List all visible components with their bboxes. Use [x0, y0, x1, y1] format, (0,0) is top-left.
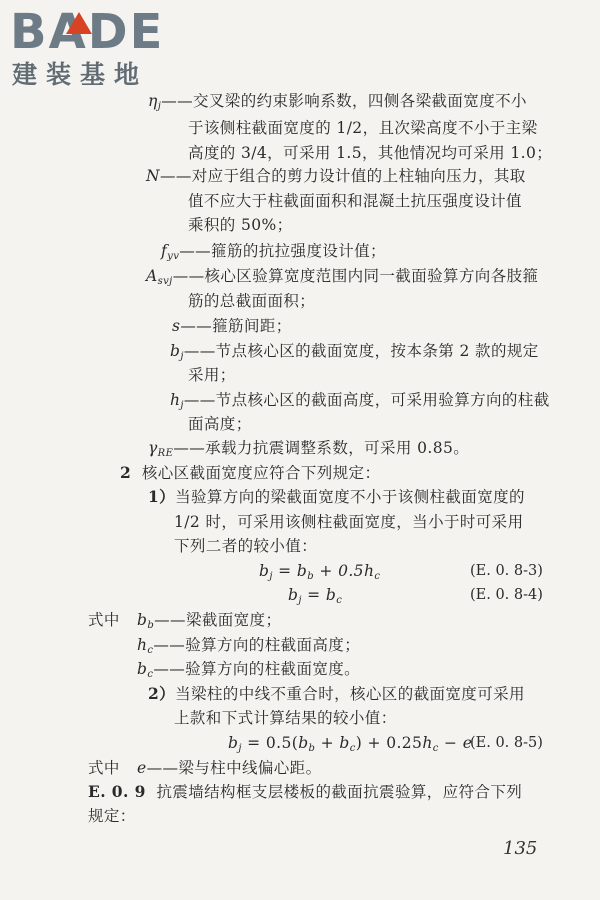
eq-op: +	[315, 734, 340, 752]
item-1	[148, 487, 525, 507]
def-text: ——梁截面宽度；	[154, 611, 282, 629]
eq-b: b	[298, 734, 309, 752]
def-h-c	[137, 635, 360, 661]
def-continuation: 值不应大于柱截面面积和混凝土抗压强度设计值	[188, 192, 522, 210]
symbol-b: b	[170, 342, 181, 360]
item-number: 2）	[148, 684, 176, 703]
equation-number: (E. 0. 8-5)	[470, 735, 543, 751]
eq-b: b	[325, 586, 337, 604]
item-text: 当验算方向的梁截面宽度不小于该侧柱截面宽度的	[175, 488, 525, 506]
eq-b: b	[339, 734, 350, 752]
equation-E-0-8-3: $b_j = b_b + 0.5h_c$	[259, 562, 381, 582]
clause-continuation: 规定：	[88, 807, 136, 825]
def-text: ——箍筋间距；	[180, 317, 292, 335]
eq-h: h	[422, 734, 433, 752]
logo-accent-triangle-icon	[66, 12, 92, 34]
eq-sub-c: c	[349, 743, 356, 754]
subscript-yv: yv	[167, 251, 180, 262]
subscript-c: c	[147, 669, 154, 680]
def-text: ——节点核心区的截面高度，可采用验算方向的柱截	[183, 391, 550, 409]
logo-subtitle: 建装基地	[12, 60, 149, 89]
def-gamma-RE	[148, 438, 469, 464]
eq-op: −	[438, 734, 463, 752]
eq-sub-b: b	[307, 571, 315, 582]
symbol-e: e	[137, 759, 147, 777]
symbol-N: N	[146, 167, 160, 185]
eq-sub-j: j	[238, 743, 242, 754]
def-continuation: 于该侧柱截面宽度的 1/2，且次梁高度不小于主梁	[188, 119, 538, 137]
symbol-h: h	[137, 636, 148, 654]
def-text: ——梁与柱中线偏心距。	[146, 759, 322, 777]
clause-text: 核心区截面宽度应符合下列规定：	[141, 464, 381, 482]
item-continuation: 1/2 时，可采用该侧柱截面宽度，当小于时可采用	[174, 513, 524, 531]
def-text: ——节点核心区的截面宽度，按本条第 2 款的规定	[183, 342, 539, 360]
eq-sub-j: j	[298, 595, 302, 606]
def-b-j	[170, 341, 539, 367]
eq-b: b	[288, 586, 299, 604]
def-text: ——对应于组合的剪力设计值的上柱轴向压力，其取	[159, 167, 526, 185]
clause-number: 2	[120, 463, 132, 482]
subscript-j: j	[180, 351, 184, 362]
eq-b: b	[259, 562, 270, 580]
item-continuation: 下列二者的较小值：	[174, 537, 318, 555]
eq-sub-c: c	[374, 571, 381, 582]
def-b-b	[137, 610, 281, 636]
subscript-c: c	[147, 645, 154, 656]
equation-number: (E. 0. 8-3)	[470, 563, 543, 579]
def-s	[172, 316, 292, 336]
def-continuation: 筋的总截面面积；	[188, 292, 316, 310]
eq-b: b	[228, 734, 239, 752]
def-f-yv	[161, 241, 386, 267]
def-continuation: 面高度；	[188, 415, 252, 433]
item-continuation: 上款和下式计算结果的较小值：	[174, 709, 397, 727]
subscript-j: j	[180, 400, 184, 411]
clause-text: 抗震墙结构框支层楼板的截面抗震验算，应符合下列	[156, 783, 523, 801]
symbol-s: s	[172, 317, 181, 335]
clause-E-0-9	[88, 782, 522, 802]
eq-sub-c: c	[432, 743, 439, 754]
symbol-b: b	[137, 660, 148, 678]
subscript-b: b	[147, 620, 155, 631]
def-e	[137, 758, 321, 778]
def-b-c	[137, 659, 360, 685]
where-label: 式中	[88, 611, 120, 629]
def-eta-j	[148, 91, 527, 117]
equation-E-0-8-4: $b_j = b_c$	[288, 586, 343, 606]
equation-number: (E. 0. 8-4)	[470, 587, 543, 603]
page-number: 135	[503, 838, 538, 859]
symbol-A: A	[146, 267, 158, 285]
def-text: ——箍筋的抗拉强度设计值；	[179, 242, 386, 260]
def-continuation: 高度的 3/4，可采用 1.5，其他情况均可采用 1.0；	[188, 144, 553, 162]
def-text: ——承载力抗震调整系数，可采用 0.85。	[173, 439, 470, 457]
bade-logo	[10, 4, 180, 94]
subscript-j: j	[157, 101, 162, 112]
eq-sub-j: j	[269, 571, 273, 582]
item-number: 1）	[148, 487, 176, 506]
def-N	[146, 166, 526, 186]
equation-E-0-8-5	[228, 733, 472, 759]
def-continuation: 采用；	[188, 366, 236, 384]
eq-op: = 0.5(	[241, 734, 299, 752]
symbol-f: f	[161, 242, 168, 260]
subscript-svj: svj	[157, 276, 173, 287]
def-text: ——验算方向的柱截面宽度。	[153, 660, 361, 678]
def-text: ——交叉梁的约束影响系数，四侧各梁截面宽度不小	[161, 92, 527, 110]
symbol-b: b	[137, 611, 148, 629]
def-h-j	[170, 390, 550, 416]
symbol-h: h	[170, 391, 181, 409]
eq-op: ) + 0.25	[355, 734, 423, 752]
clause-2	[120, 463, 380, 483]
item-text: 当梁柱的中线不重合时，核心区的截面宽度可采用	[175, 685, 525, 703]
eq-e: e	[462, 734, 473, 752]
def-text: ——核心区验算宽度范围内同一截面验算方向各肢箍	[172, 267, 539, 285]
eq-sub-b: b	[308, 743, 316, 754]
symbol-eta: η	[148, 92, 158, 110]
logo-wordmark: BADE	[10, 4, 165, 60]
subscript-RE: RE	[157, 448, 174, 459]
symbol-gamma: γ	[148, 439, 158, 457]
eq-b: b	[296, 562, 308, 580]
def-text: ——验算方向的柱截面高度；	[153, 636, 361, 654]
def-continuation: 乘积的 50%；	[188, 216, 293, 234]
eq-sub-c: c	[336, 595, 343, 606]
clause-number: E. 0. 9	[88, 782, 146, 801]
eq-h: h	[363, 562, 375, 580]
def-A-svj	[146, 266, 538, 292]
item-2	[148, 684, 525, 704]
where-label: 式中	[88, 759, 120, 777]
